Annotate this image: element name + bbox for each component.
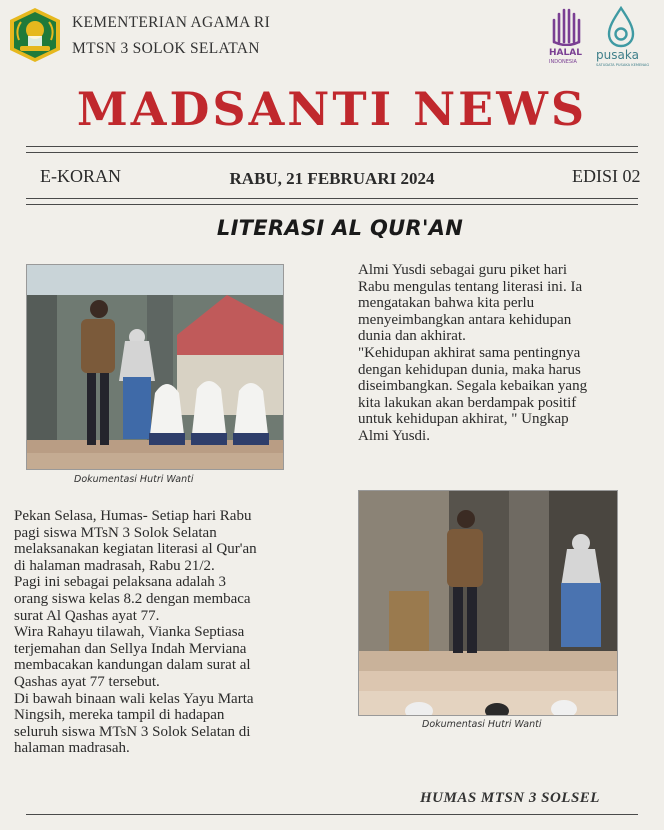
edition-label: EDISI 02 [572, 166, 641, 186]
right-line: "Kehidupan akhirat sama pentingnya [358, 344, 581, 361]
kemenag-logo [6, 6, 64, 64]
left-line: surat Al Qashas ayat 77. [14, 607, 160, 624]
halal-label: HALAL [549, 48, 582, 58]
halal-logo [548, 6, 586, 64]
article-photo-1 [26, 264, 284, 470]
photo-2-caption: Dokumentasi Hutri Wanti [422, 719, 542, 730]
right-line: untuk kehidupan akhirat, " Ungkap [358, 411, 569, 428]
right-line: Almi Yusdi sebagai guru piket hari [358, 262, 567, 278]
article-left-column [14, 508, 314, 757]
right-line: Rabu mengulas tentang literasi ini. Ia [358, 278, 583, 295]
eKoran-label: E-KORAN [40, 166, 121, 186]
left-line: halaman madrasah. [14, 740, 130, 757]
left-line: orang siswa kelas 8.2 dengan membaca [14, 590, 251, 607]
right-line: mengatakan bahwa kita perlu [358, 295, 535, 312]
right-line: Almi Yusdi. [358, 427, 430, 444]
right-line: kita lakukan akan berdampak positif [358, 394, 577, 411]
footer-rule [26, 814, 638, 815]
article-headline: LITERASI AL QUR'AN [216, 216, 464, 240]
left-line: Pekan Selasa, Humas- Setiap hari Rabu [14, 508, 252, 524]
right-line: diseimbangkan. Segala kebaikan yang [358, 378, 588, 395]
masthead-rule-top-2 [26, 152, 638, 153]
masthead-rule-top [26, 146, 638, 147]
left-line: membacakan kandungan dalam surat al [14, 657, 251, 674]
left-line: terjemahan dan Sellya Indah Merviana [14, 640, 247, 657]
pusaka-label: pusaka [596, 48, 639, 62]
left-line: seluruh siswa MTsN 3 Solok Selatan di [14, 723, 251, 740]
left-line: di halaman madrasah, Rabu 21/2. [14, 557, 215, 574]
left-line: Di bawah binaan wali kelas Yayu Marta [14, 690, 254, 707]
issue-date: RABU, 21 FEBRUARI 2024 [229, 169, 435, 188]
left-line: melaksanakan kegiatan literasi al Qur'an [14, 541, 257, 558]
org-line-1: KEMENTERIAN AGAMA RI [72, 14, 271, 31]
org-line-2: MTSN 3 SOLOK SELATAN [72, 40, 260, 57]
masthead-title: MADSANTI NEWS [76, 82, 588, 136]
article-photo-2 [358, 490, 618, 716]
left-line: Qashas ayat 77 tersebut. [14, 673, 160, 690]
photo-1-caption: Dokumentasi Hutri Wanti [74, 474, 194, 485]
pusaka-sublabel: SATUDATA PUSAKA KEMENAG [596, 63, 650, 67]
right-line: dengan kehidupan dunia, maka harus [358, 361, 581, 378]
left-line: Wira Rahayu tilawah, Vianka Septiasa [14, 624, 245, 641]
right-line: menyeimbangkan antara kehidupan [358, 311, 572, 328]
pusaka-logo [596, 6, 650, 68]
meta-rule-2 [26, 204, 638, 205]
right-line: dunia dan akhirat. [358, 328, 466, 345]
left-line: pagi siswa MTsN 3 Solok Selatan [14, 524, 217, 541]
footer-credit: HUMAS MTSN 3 SOLSEL [420, 790, 600, 806]
halal-sublabel: INDONESIA [549, 59, 577, 65]
left-line: Pagi ini sebagai pelaksana adalah 3 [14, 574, 227, 591]
meta-rule-1 [26, 198, 638, 199]
left-line: Ningsih, mereka tampil di hadapan [14, 707, 225, 724]
article-right-column [358, 262, 648, 445]
